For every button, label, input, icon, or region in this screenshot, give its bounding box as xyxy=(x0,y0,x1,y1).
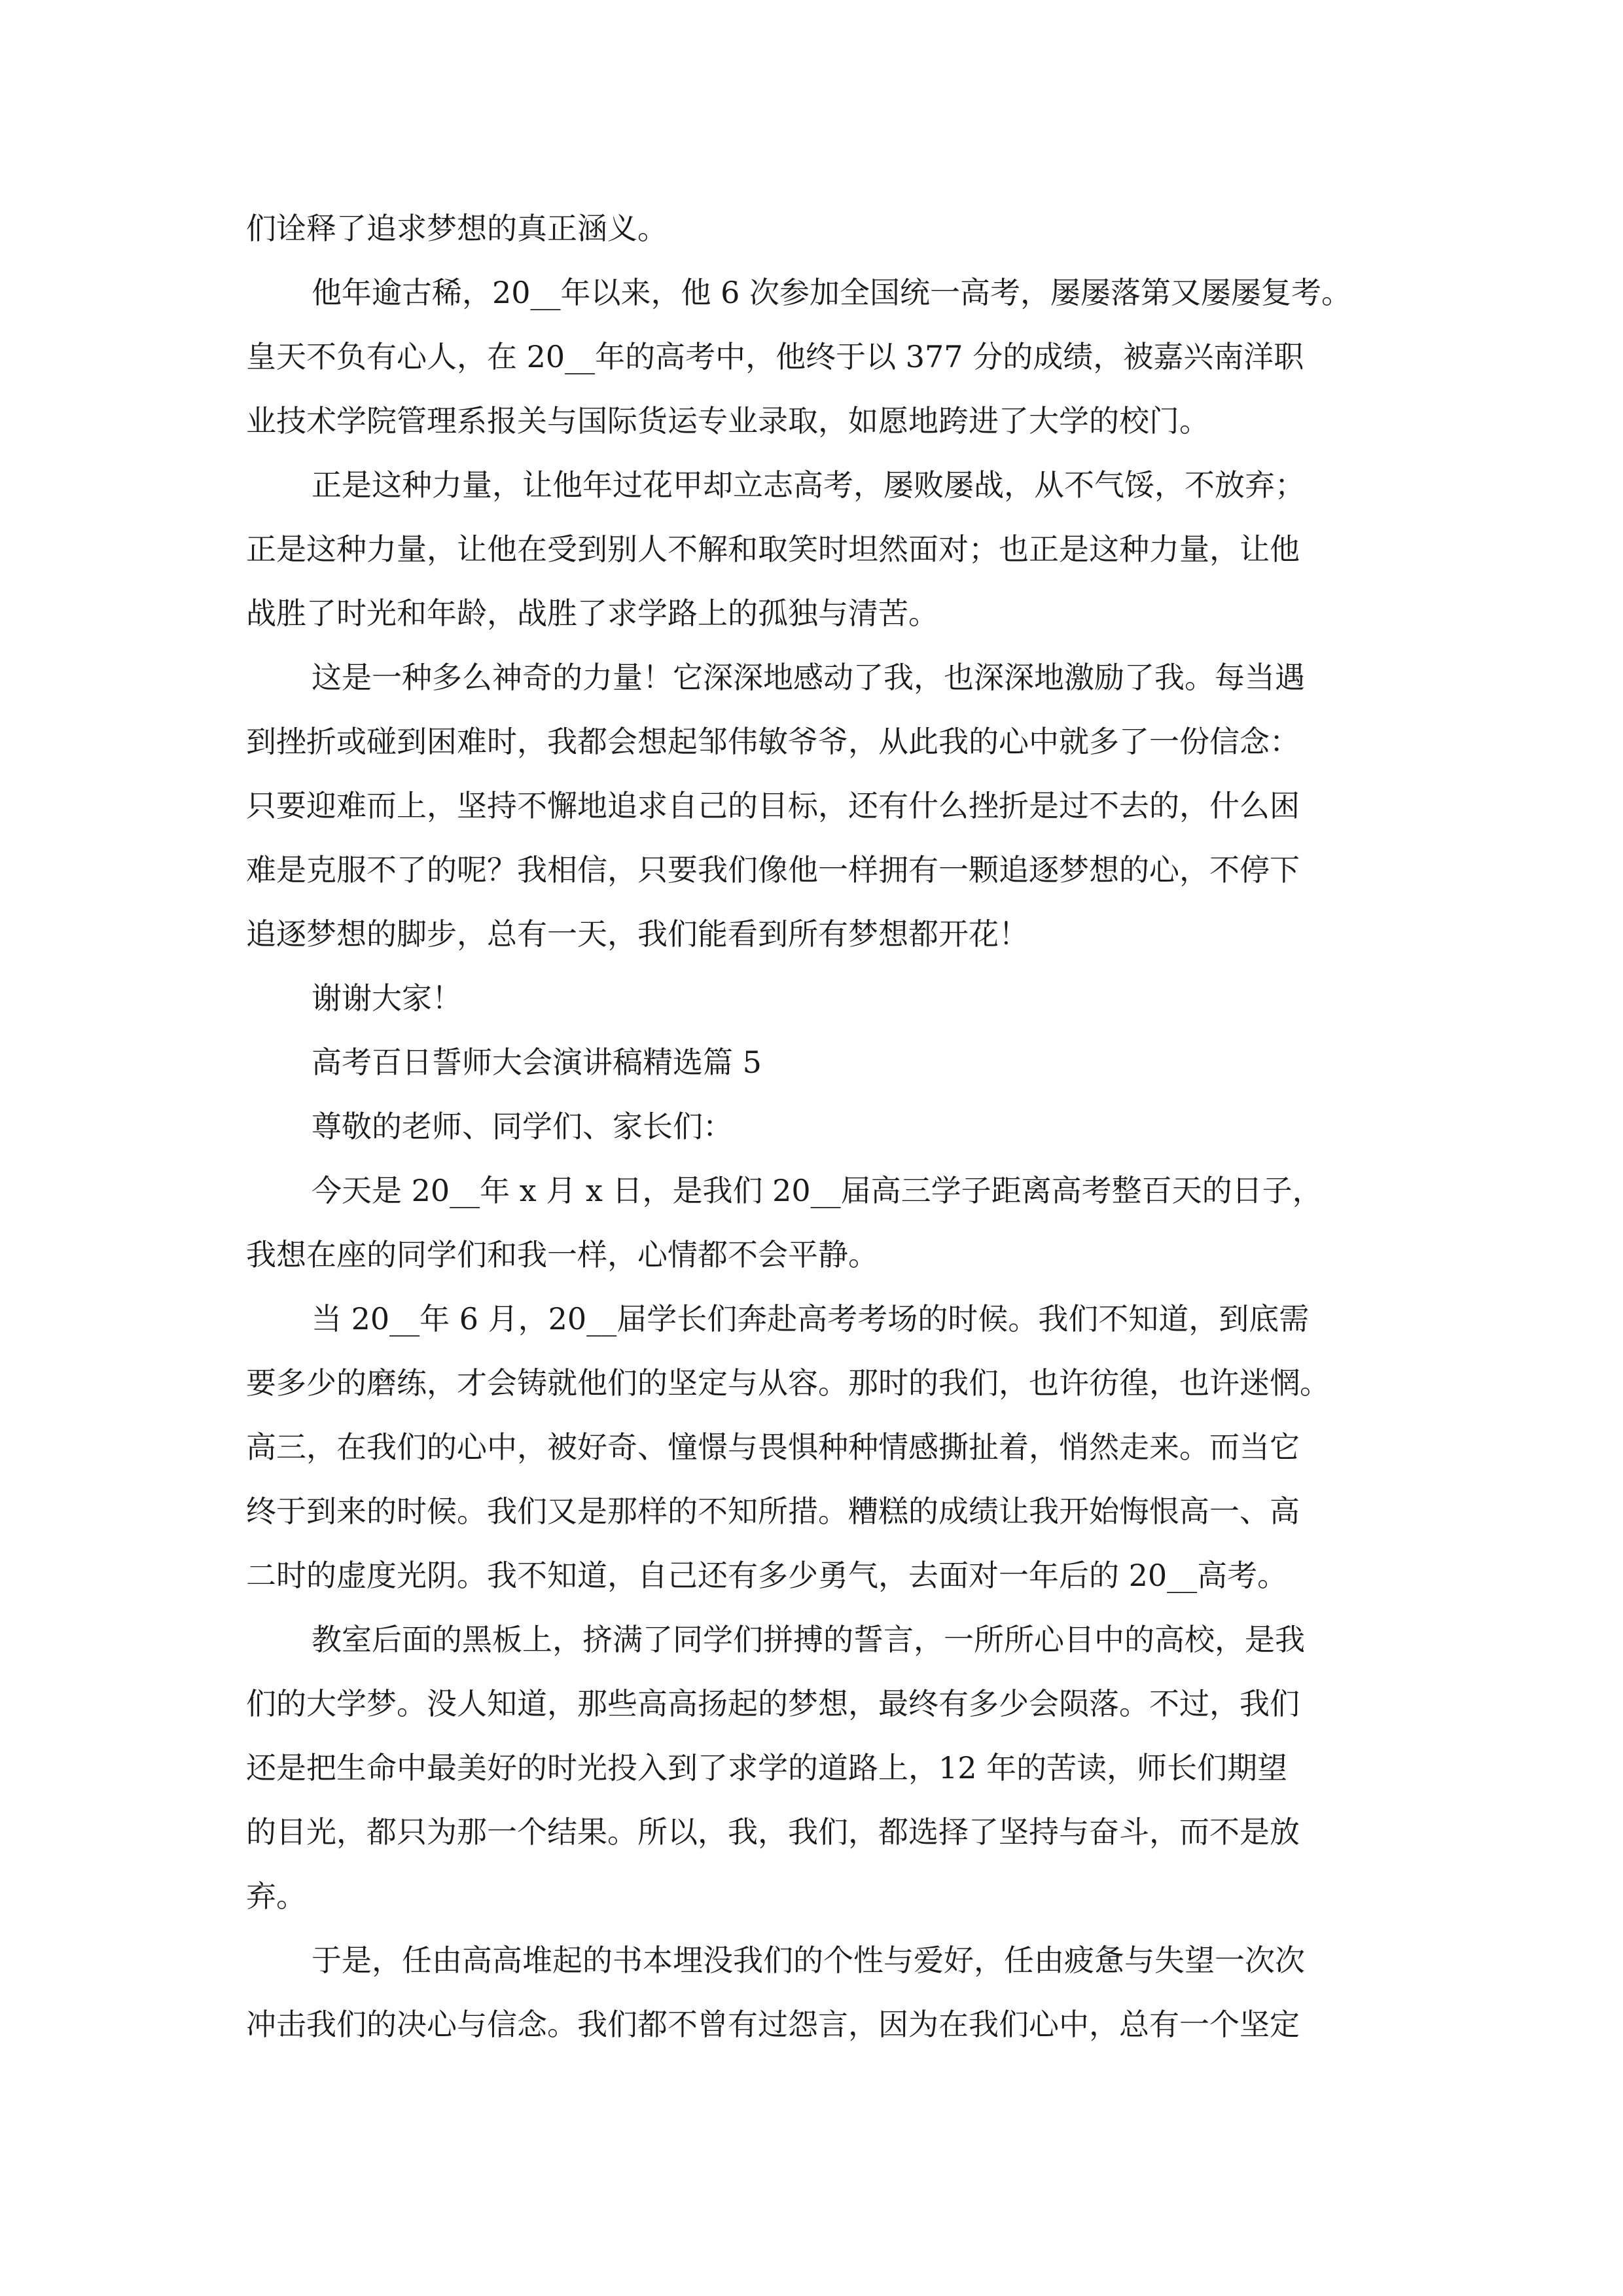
text-line: 谢谢大家！ xyxy=(312,980,462,1016)
text-line: 的目光，都只为那一个结果。所以，我，我们，都选择了坚持与奋斗，而不是放 xyxy=(246,1814,1300,1850)
text-line: 冲击我们的决心与信念。我们都不曾有过怨言，因为在我们心中，总有一个坚定 xyxy=(246,2007,1300,2042)
text-line: 只要迎难而上，坚持不懈地追求自己的目标，还有什么挫折是过不去的，什么困 xyxy=(246,788,1300,823)
text-line: 高考百日誓师大会演讲稿精选篇 5 xyxy=(312,1045,762,1080)
text-line: 还是把生命中最美好的时光投入到了求学的道路上，12 年的苦读，师长们期望 xyxy=(246,1750,1288,1785)
text-line: 高三，在我们的心中，被好奇、憧憬与畏惧种种情感撕扯着，悄然走来。而当它 xyxy=(246,1429,1300,1465)
document-body xyxy=(246,196,1418,2056)
text-line: 战胜了时光和年龄，战胜了求学路上的孤独与清苦。 xyxy=(246,596,938,631)
text-line: 当 20__年 6 月，20__届学长们奔赴高考考场的时候。我们不知道，到底需 xyxy=(312,1301,1310,1336)
text-line: 弃。 xyxy=(246,1878,306,1914)
text-line: 正是这种力量，让他年过花甲却立志高考，屡败屡战，从不气馁，不放弃； xyxy=(312,467,1305,503)
text-line: 教室后面的黑板上，挤满了同学们拼搏的誓言，一所所心目中的高校，是我 xyxy=(312,1622,1305,1657)
text-line: 他年逾古稀，20__年以来，他 6 次参加全国统一高考，屡屡落第又屡屡复考。 xyxy=(312,275,1352,310)
text-line: 难是克服不了的呢？我相信，只要我们像他一样拥有一颗追逐梦想的心，不停下 xyxy=(246,852,1300,888)
text-line: 这是一种多么神奇的力量！它深深地感动了我，也深深地激励了我。每当遇 xyxy=(312,660,1305,695)
text-line: 追逐梦想的脚步，总有一天，我们能看到所有梦想都开花！ xyxy=(246,916,1029,952)
text-line: 二时的虚度光阴。我不知道，自己还有多少勇气，去面对一年后的 20__高考。 xyxy=(246,1558,1288,1593)
text-line: 业技术学院管理系报关与国际货运专业录取，如愿地跨进了大学的校门。 xyxy=(246,403,1209,439)
text-line: 尊敬的老师、同学们、家长们： xyxy=(312,1109,733,1144)
text-line: 皇天不负有心人，在 20__年的高考中，他终于以 377 分的成绩，被嘉兴南洋职 xyxy=(246,339,1304,374)
text-line: 们诠释了追求梦想的真正涵义。 xyxy=(246,211,668,246)
text-line: 要多少的磨练，才会铸就他们的坚定与从容。那时的我们，也许彷徨，也许迷惘。 xyxy=(246,1365,1330,1401)
text-line: 今天是 20__年 x 月 x 日，是我们 20__届高三学子距离高考整百天的日子， xyxy=(312,1173,1323,1208)
text-line: 终于到来的时候。我们又是那样的不知所措。糟糕的成绩让我开始悔恨高一、高 xyxy=(246,1494,1300,1529)
text-line: 我想在座的同学们和我一样，心情都不会平静。 xyxy=(246,1237,878,1272)
text-line: 于是，任由高高堆起的书本埋没我们的个性与爱好，任由疲惫与失望一次次 xyxy=(312,1943,1305,1978)
text-line: 正是这种力量，让他在受到别人不解和取笑时坦然面对；也正是这种力量，让他 xyxy=(246,531,1300,567)
text-line: 到挫折或碰到困难时，我都会想起邹伟敏爷爷，从此我的心中就多了一份信念： xyxy=(246,724,1300,759)
text-line: 们的大学梦。没人知道，那些高高扬起的梦想，最终有多少会陨落。不过，我们 xyxy=(246,1686,1300,1721)
